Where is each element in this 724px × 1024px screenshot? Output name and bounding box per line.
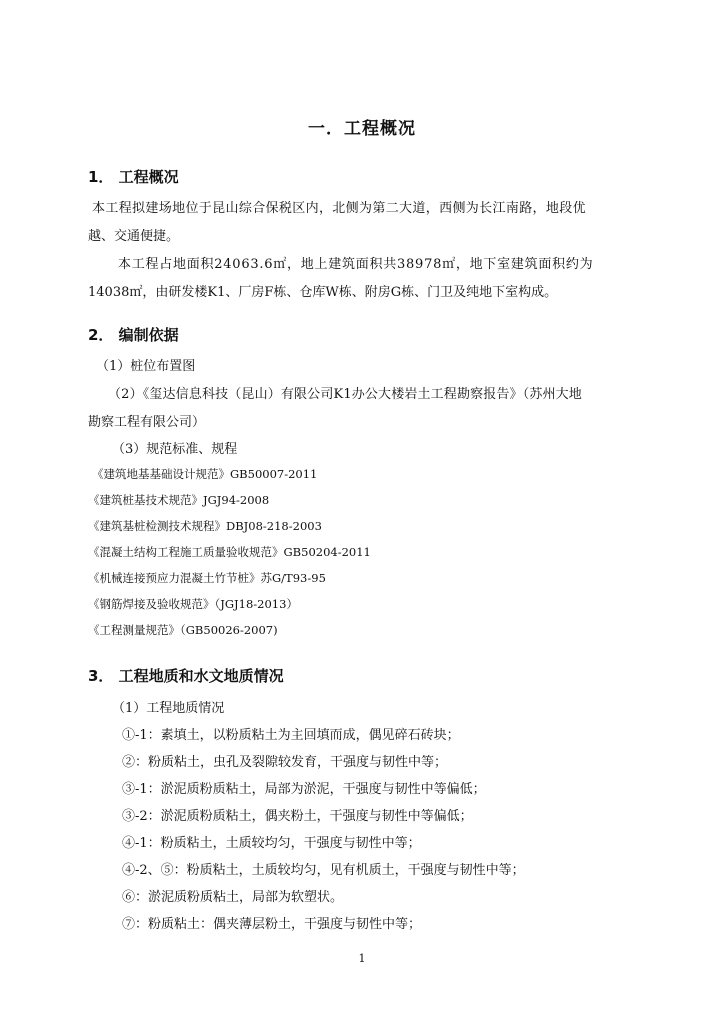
geology-item: ①-1：素填土，以粉质粘土为主回填而成，偶见碎石砖块； [122,728,460,743]
page-title: 一．工程概况 [308,119,416,139]
paragraph-line: 本工程拟建场地位于昆山综合保税区内，北侧为第二大道，西侧为长江南路，地段优 [92,201,586,216]
standard-reference: 《机械连接预应力混凝土竹节桩》苏G/T93-95 [88,571,326,585]
basis-item: （2）《玺达信息科技（昆山）有限公司K1办公大楼岩土工程勘察报告》（苏州大地 [108,387,582,402]
geology-item: ③-1：淤泥质粉质粘土，局部为淤泥，干强度与韧性中等偏低； [122,782,486,797]
standard-reference: 《钢筋焊接及验收规范》（JGJ18-2013） [88,597,298,611]
geology-item: ⑦：粉质粘土：偶夹薄层粉土，干强度与韧性中等； [122,917,422,932]
paragraph-line: 越、交通便捷。 [88,229,180,244]
geology-item: ②：粉质粘土，虫孔及裂隙较发育，干强度与韧性中等； [122,755,448,770]
geology-item: ③-2：淤泥质粉质粘土，偶夹粉土，干强度与韧性中等偏低； [122,809,473,824]
paragraph-line: 本工程占地面积24063.6㎡，地上建筑面积共38978㎡，地下室建筑面积约为 [118,257,594,272]
geology-item: ④-2、⑤：粉质粘土，土质较均匀，见有机质土，干强度与韧性中等； [122,863,525,878]
standard-reference: 《建筑地基基础设计规范》GB50007-2011 [92,467,318,481]
geology-item: ⑥：淤泥质粉质粘土，局部为软塑状。 [122,890,344,905]
section-heading-geology: 3． 工程地质和水文地质情况 [88,667,284,685]
standard-reference: 《建筑基桩检测技术规程》DBJ08-218-2003 [88,519,322,533]
paragraph-line: 14038㎡，由研发楼K1、厂房F栋、仓库W栋、附房G栋、门卫及纯地下室构成。 [88,285,558,300]
geology-item: （1）工程地质情况 [112,701,225,716]
standard-reference: 《混凝土结构工程施工质量验收规范》GB50204-2011 [88,545,371,559]
section-heading-overview: 1． 工程概况 [88,168,179,186]
basis-item: 勘察工程有限公司） [88,415,206,430]
basis-item: （1）桩位布置图 [96,359,196,374]
standard-reference: 《工程测量规范》（GB50026-2007) [88,623,278,637]
page-number: 1 [358,952,366,965]
standard-reference: 《建筑桩基技术规范》JGJ94-2008 [88,493,270,507]
geology-item: ④-1：粉质粘土，土质较均匀，干强度与韧性中等； [122,836,421,851]
basis-item: （3）规范标准、规程 [112,442,238,457]
section-heading-basis: 2． 编制依据 [88,326,179,344]
